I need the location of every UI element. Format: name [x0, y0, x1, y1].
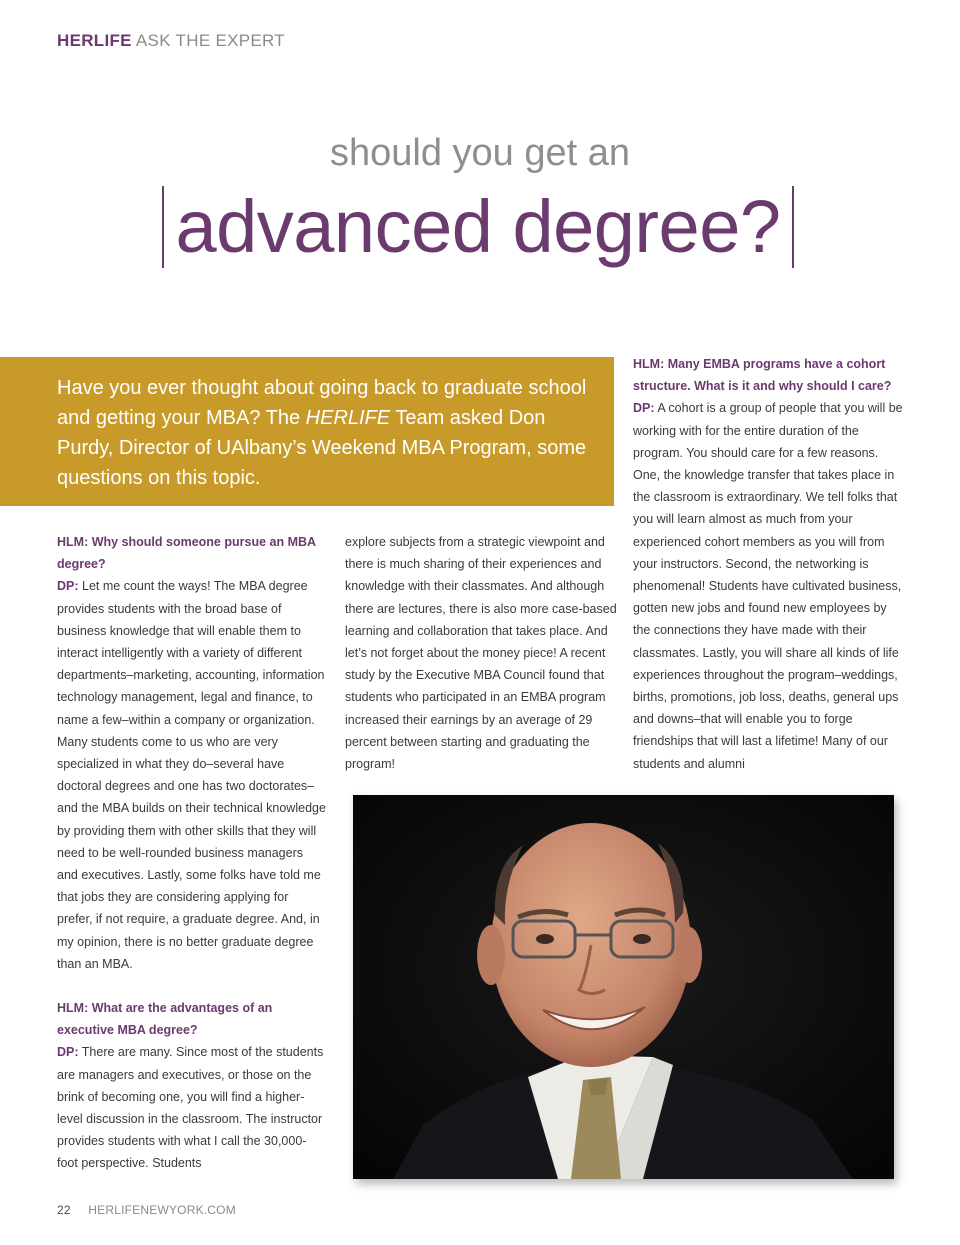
answer-3 [633, 397, 905, 774]
column-2-text: explore subjects from a strategic viewpoint and there is much sharing of their experiences and knowledge with their classmates. And although there are lectures, there is also more case-based learning and collaboration that takes place. And let’s not forget about the money piece! A recent study by the Executive MBA Council found that students who participated in an EMBA program increased their earnings by an average of 29 percent between starting and graduating the program! [345, 535, 617, 772]
page-number: 22 [57, 1203, 71, 1217]
answer-1 [57, 575, 327, 975]
answer-2 [57, 1041, 327, 1174]
title-line-2: advanced degree? [162, 186, 794, 268]
question-1: HLM: Why should someone pursue an MBA degree? [57, 535, 316, 572]
question-3: HLM: Many EMBA programs have a cohort structure. What is it and why should I care? [633, 357, 892, 394]
column-1 [57, 531, 327, 1175]
answer-3-label: DP: [633, 401, 655, 416]
answer-3-text: A cohort is a group of people that you will be working with for the entire duration of the program. You should care for a few reasons. One, the knowledge transfer that takes place in the classroom is extraordinary. We tell folks that you will learn almost as much from your experienced cohort members as you will from your instructors. Second, the networking is phenomenal! Students have cultivated business, gotten new jobs and found new employees by the connections they have made with their classmates. Lastly, you will share all kinds of life experiences throughout the program–weddings, births, promotions, job loss, deaths, general ups and downs–that will enable you to forge friendships that will last a lifetime! Many of our students and alumni [633, 401, 903, 771]
header-section: ASK THE EXPERT [135, 31, 285, 50]
column-3 [633, 353, 905, 775]
page-footer [57, 1203, 236, 1217]
title-line-1: should you get an [329, 132, 630, 174]
question-2: HLM: What are the advantages of an executive MBA degree? [57, 1001, 273, 1038]
header-brand: HERLIFE [57, 31, 132, 50]
intro-text [57, 373, 602, 493]
answer-2-label: DP: [57, 1045, 79, 1060]
intro-emph: HERLIFE [305, 407, 391, 429]
running-header [57, 31, 285, 51]
column-2 [345, 531, 617, 775]
footer-site[interactable]: HERLIFENEWYORK.COM [88, 1203, 236, 1217]
answer-2-text: There are many. Since most of the students are managers and executives, or those on the brink of becoming one, you will find a higher-level discussion in the classroom. The instructor provides students with what I call the 30,000-foot perspective. Students [57, 1045, 324, 1171]
answer-1-label: DP: [57, 579, 79, 594]
intro-after: Team asked Don Purdy, Director of UAlbany’s Weekend MBA Program, some questions on this topic. [57, 407, 587, 489]
portrait-photo [353, 795, 894, 1179]
answer-1-text: Let me count the ways! The MBA degree provides students with the broad base of business knowledge that will enable them to interact intelligently with a variety of different departments–marketing, accounting, information technology management, legal and finance, to name a few–within a company or organization. Many students come to us who are very specialized in what they do–several have doctoral degrees and one has two doctorates–and the MBA builds on their technical knowledge by providing them with other skills that they will need to be well-rounded business managers and executives. Lastly, some folks have told me that jobs they are considering applying for prefer, if not require, a graduate degree. And, in my opinion, there is no better graduate degree than an MBA. [57, 579, 326, 971]
intro-before: Have you ever thought about going back to graduate school and getting your MBA? The [57, 377, 587, 429]
portrait-illustration [353, 795, 894, 1179]
